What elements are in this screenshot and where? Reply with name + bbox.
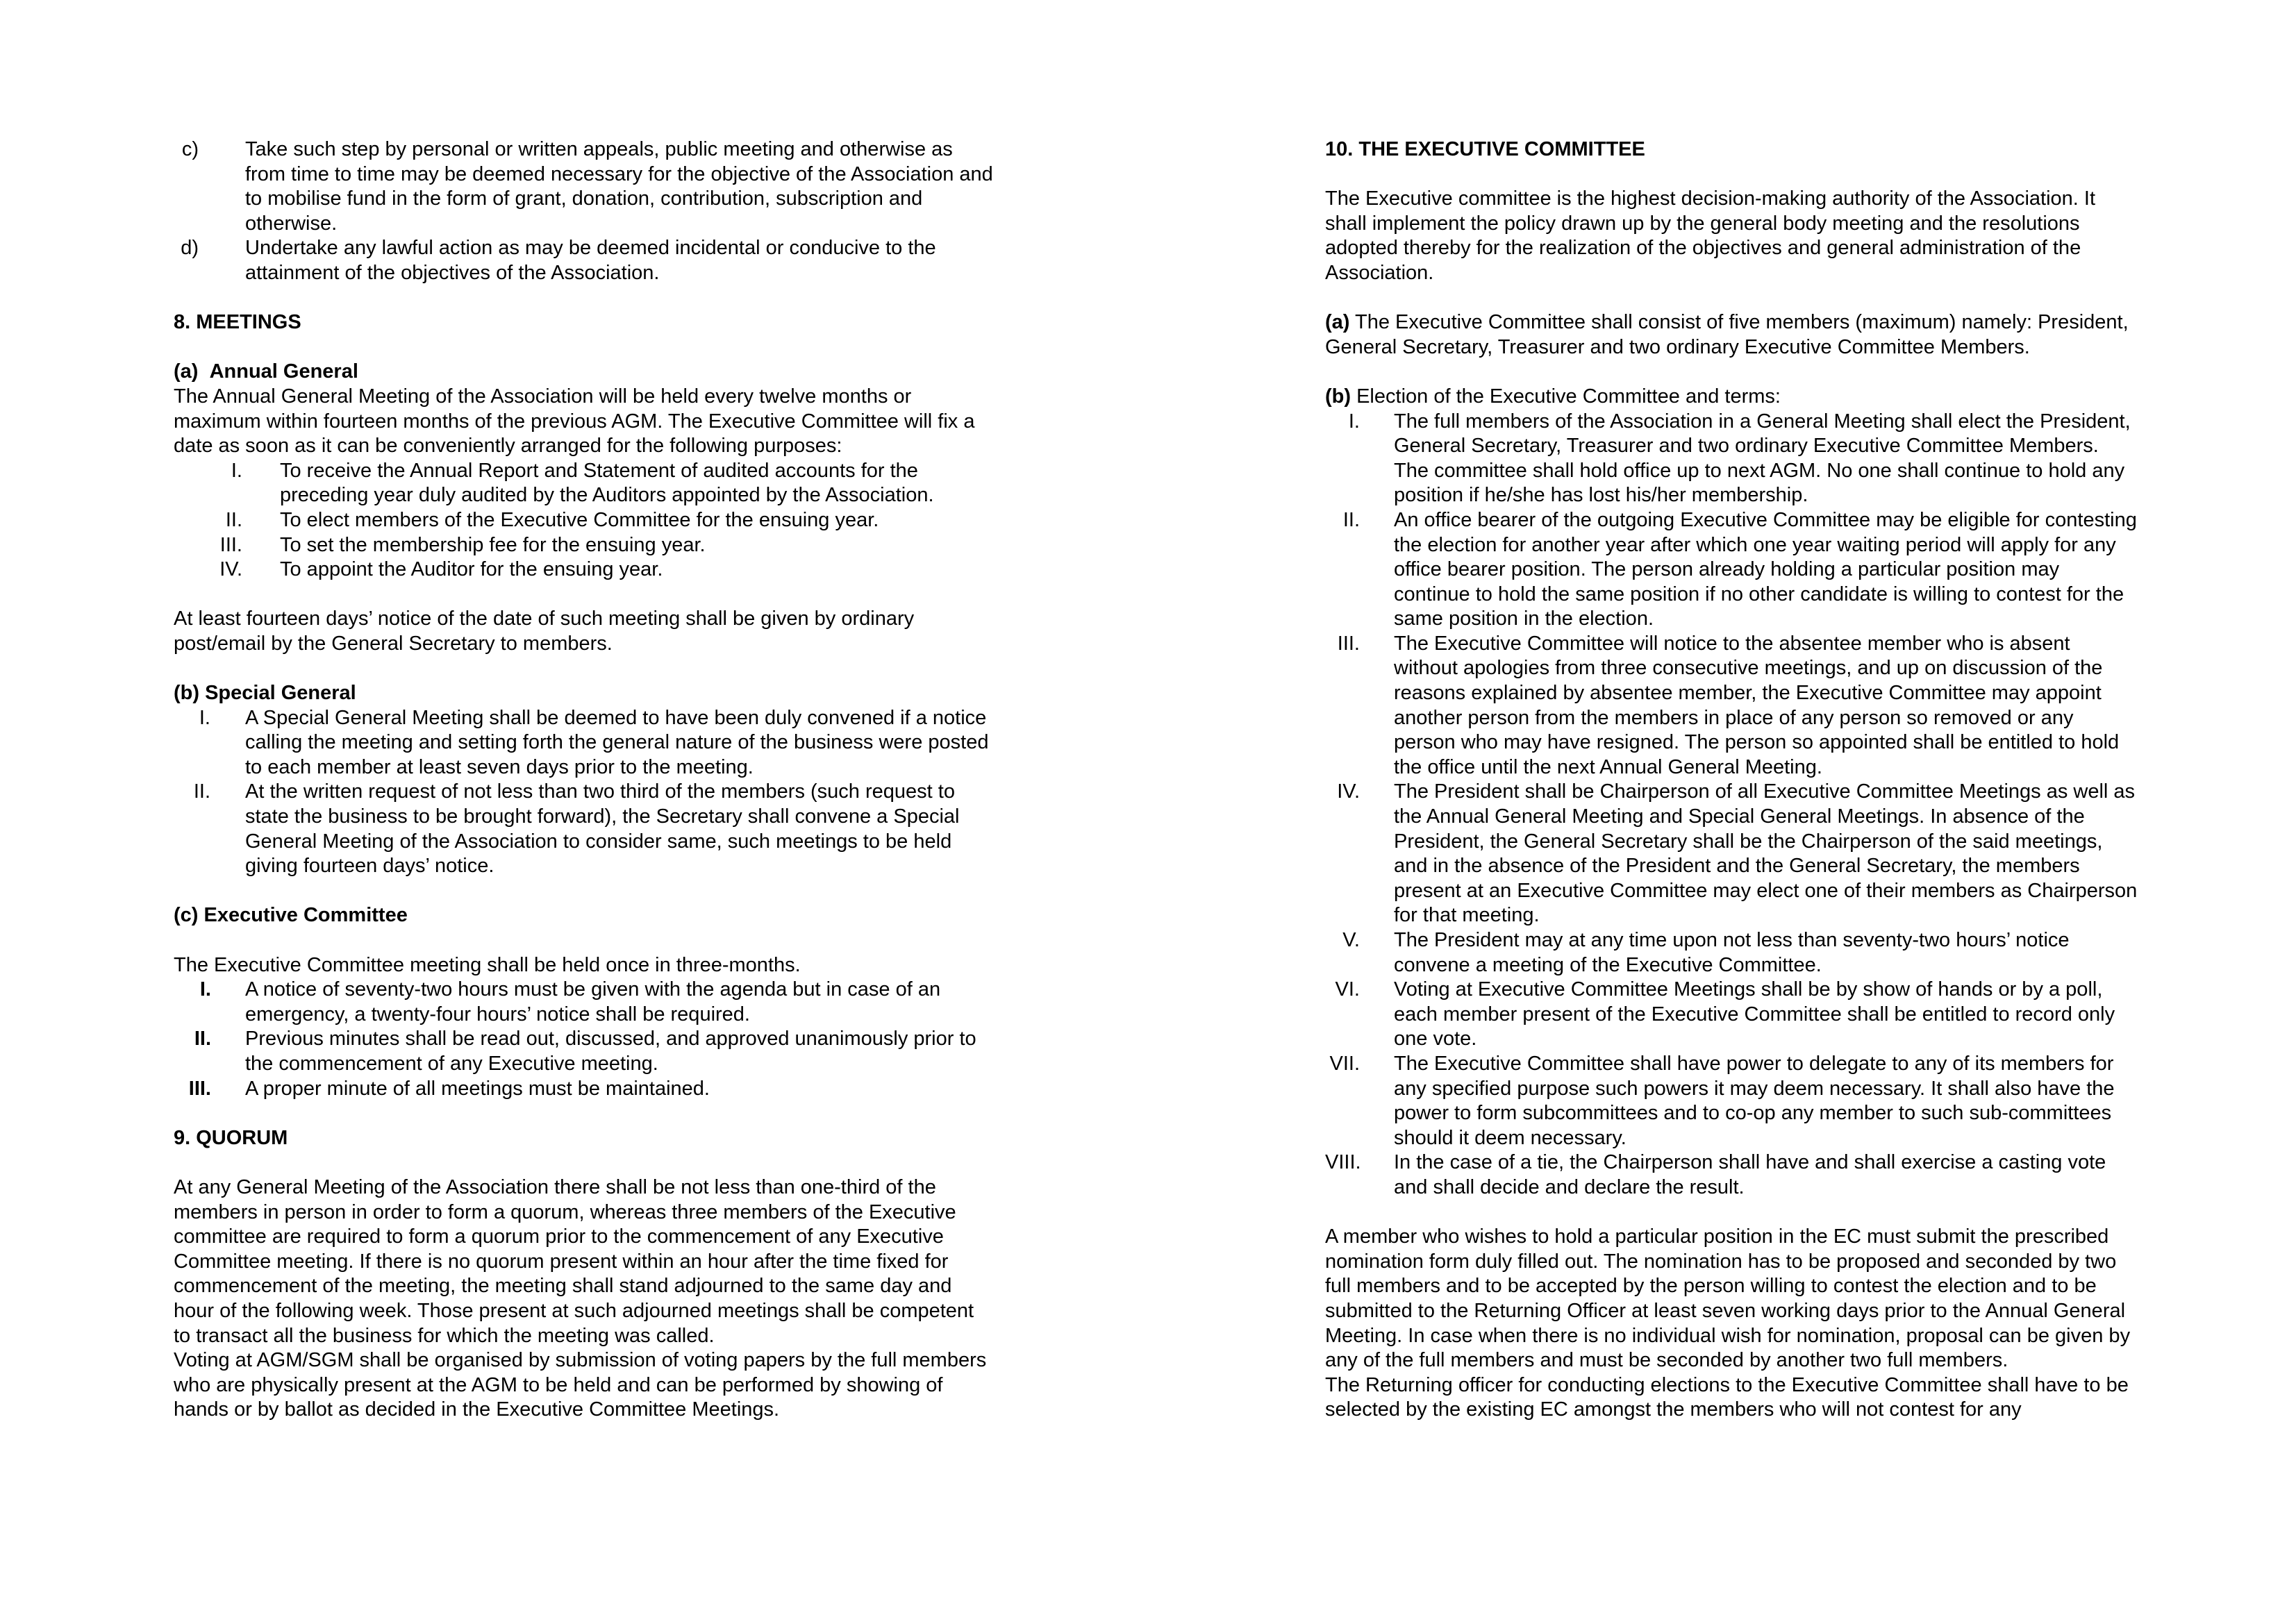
list-marker: II. (1342, 508, 1360, 531)
list-marker: I. (199, 978, 211, 1001)
list-item-text: A Special General Meeting shall be deemed to have been duly convened if a notice calling the meeting and setting forth the general nature of the business were posted to each member at least seven days prior to the meeting. (245, 706, 989, 778)
list-item-text: A proper minute of all meetings must be maintained. (245, 1077, 710, 1100)
list-marker: III. (219, 533, 242, 556)
executive-committee-section-heading: 10. THE EXECUTIVE COMMITTEE (1325, 138, 1645, 160)
executive-committee-intro: The Executive Committee meeting shall be held once in three-months. (174, 953, 801, 976)
composition-label: (a) (1325, 311, 1350, 334)
list-item-text: In the case of a tie, the Chairperson shall have and shall exercise a casting vote and shall decide and declare the result. (1394, 1151, 2106, 1198)
list-marker: IV. (219, 558, 242, 581)
list-marker: VIII. (1325, 1151, 1361, 1174)
special-general-heading: (b) Special General (174, 682, 356, 705)
returning-officer-paragraph: The Returning officer for conducting elections to the Executive Committee shall have to be selected by the existing EC amongst the members who will not contest for any (1325, 1373, 2129, 1421)
list-item-text: Previous minutes shall be read out, discussed, and approved unanimously prior to the commencement of any Executive meeting. (245, 1028, 976, 1075)
nomination-paragraph: A member who wishes to hold a particular position in the EC must submit the prescribed nomination form duly filled out. The nomination has to be proposed and seconded by two full members and to be accepted by the person willing to contest the election and to be submitted to the Returning Officer at least seven working days prior to the Annual General Meeting. In case when there is no individual wish for nomination, proposal can be given by any of the full members and must be seconded by another two full members. (1325, 1225, 2131, 1372)
meetings-heading: 8. MEETINGS (174, 311, 301, 334)
list-item (1325, 410, 2138, 508)
list-item (174, 1077, 993, 1102)
election-terms-list (1325, 410, 2138, 1200)
list-item-text: The full members of the Association in a General Meeting shall elect the President, General Secretary, Treasurer and two ordinary Executive Committee Members. The committee shall hold office up to next AGM. No one shall continue to hold any position if he/she has lost his/her membership. (1394, 410, 2131, 507)
list-marker: II. (225, 508, 242, 531)
list-item (174, 1027, 993, 1076)
executive-committee-heading: (c) Executive Committee (174, 904, 408, 927)
quorum-heading: 9. QUORUM (174, 1126, 288, 1149)
list-item (1325, 508, 2138, 632)
list-marker: I. (199, 706, 210, 729)
list-item (1325, 978, 2138, 1052)
left-column (174, 137, 993, 1423)
list-marker: c) (181, 138, 199, 160)
annual-label: (a) (174, 360, 199, 383)
list-item-text: To receive the Annual Report and Statement of audited accounts for the preceding year duly audited by the Auditors appointed by the Association. (280, 459, 934, 507)
list-item-text: To appoint the Auditor for the ensuing year. (280, 558, 663, 581)
list-item (1325, 1052, 2138, 1150)
list-item (174, 236, 993, 285)
list-item-text: The Executive Committee shall have power to delegate to any of its members for any specified purpose such powers it may deem necessary. It shall also have the power to form subcommittees and to co-op any member to such sub-committees should it deem necessary. (1394, 1052, 2115, 1149)
executive-committee-intro-paragraph: The Executive committee is the highest decision-making authority of the Association. It shall implement the policy drawn up by the general body meeting and the resolutions adopted thereby for the realization of the objectives and general administration of the Association. (1325, 187, 2095, 284)
list-item (174, 459, 993, 508)
list-item (174, 558, 993, 583)
list-marker: II. (193, 780, 210, 803)
annual-general-heading (174, 360, 993, 385)
list-marker: III. (188, 1077, 211, 1100)
list-marker: d) (181, 237, 199, 260)
list-marker: III. (1337, 632, 1360, 655)
voting-paragraph: Voting at AGM/SGM shall be organised by submission of voting papers by the full members who are physically present at the AGM to be held and can be performed by showing of hands or by ballot as decided in the Executive Committee Meetings. (174, 1349, 987, 1421)
list-item (174, 508, 993, 533)
list-item-text: To elect members of the Executive Committee for the ensuing year. (280, 508, 879, 531)
list-item (174, 780, 993, 878)
list-item-text: Voting at Executive Committee Meetings shall be by show of hands or by a poll, each member present of the Executive Committee shall be entitled to record only one vote. (1394, 978, 2115, 1050)
list-item (174, 533, 993, 558)
list-item-text: At the written request of not less than two third of the members (such request to state the business to be brought forward), the Secretary shall convene a Special General Meeting of the Association to consider same, such meetings to be held giving fourteen days’ notice. (245, 780, 960, 878)
list-item (1325, 1150, 2138, 1200)
list-item (1325, 928, 2138, 978)
list-marker: VI. (1335, 978, 1360, 1001)
list-marker: V. (1342, 929, 1360, 951)
quorum-paragraph: At any General Meeting of the Association there shall be not less than one-third of the members in person in order to form a quorum, whereas three members of the Executive committee are required to form a quorum prior to the commencement of any Executive Committee meeting. If there is no quorum present within an hour after the time fixed for commencement of the meeting, the meeting shall stand adjourned to the same day and hour of the following week. Those present at such adjourned meetings shall be competent to transact all the business for which the meeting was called. (174, 1175, 974, 1347)
list-marker: VII. (1329, 1052, 1360, 1075)
list-item-text: Take such step by personal or written appeals, public meeting and otherwise as from time to time may be deemed necessary for the objective of the Association and to mobilise fund in the form of grant, donation, contribution, subscription and otherwise. (245, 138, 993, 235)
annual-title: Annual General (209, 360, 358, 383)
list-item (1325, 632, 2138, 780)
list-item-text: An office bearer of the outgoing Executive Committee may be eligible for contesting the election for another year after which one year waiting period will apply for any office bearer position. The person already holding a particular position may continue to hold the same position if no other candidate is willing to contest for the same position in the election. (1394, 508, 2137, 630)
list-item (174, 137, 993, 236)
list-marker: I. (1348, 410, 1360, 433)
special-general-list (174, 706, 993, 879)
list-item-text: The President may at any time upon not less than seventy-two hours’ notice convene a meeting of the Executive Committee. (1394, 929, 2070, 976)
list-item-text: The President shall be Chairperson of all Executive Committee Meetings as well as the Annual General Meeting and Special General Meetings. In absence of the President, the General Secretary shall be the Chairperson of the said meetings, and in the absence of the President and the General Secretary, the members present at an Executive Committee may elect one of their members as Chairperson for that meeting. (1394, 780, 2138, 927)
executive-meeting-list (174, 978, 993, 1101)
list-item-text: Undertake any lawful action as may be deemed incidental or conducive to the attainment of the objectives of the Association. (245, 237, 936, 284)
objects-list-continued (174, 137, 993, 286)
annual-general-intro: The Annual General Meeting of the Association will be held every twelve months or maximum within fourteen months of the previous AGM. The Executive Committee will fix a date as soon as it can be conveniently arranged for the following purposes: (174, 385, 975, 458)
list-item (174, 706, 993, 780)
election-text: Election of the Executive Committee and terms: (1356, 385, 1781, 408)
composition-paragraph (1325, 310, 2138, 360)
list-item-text: To set the membership fee for the ensuing year. (280, 533, 706, 556)
notice-paragraph: At least fourteen days’ notice of the date of such meeting shall be given by ordinary post/email by the General Secretary to members. (174, 608, 915, 655)
right-column (1325, 137, 2138, 1423)
annual-purposes-list (174, 459, 993, 583)
election-heading (1325, 385, 2138, 410)
list-item (174, 978, 993, 1027)
list-item-text: The Executive Committee will notice to the absentee member who is absent without apologies from three consecutive meetings, and up on discussion of the reasons explained by absentee member, the Executive Committee may appoint another person from the members in place of any person so removed or any person who may have resigned. The person so appointed shall be entitled to hold the office until the next Annual General Meeting. (1394, 632, 2120, 778)
election-label: (b) (1325, 385, 1351, 408)
list-item (1325, 780, 2138, 928)
list-marker: IV. (1337, 780, 1360, 803)
list-marker: II. (194, 1028, 211, 1050)
list-marker: I. (231, 459, 242, 482)
composition-text: The Executive Committee shall consist of five members (maximum) namely: President, General Secretary, Treasurer and two ordinary Executive Committee Members. (1325, 311, 2129, 358)
list-item-text: A notice of seventy-two hours must be given with the agenda but in case of an emergency, a twenty-four hours’ notice shall be required. (245, 978, 941, 1026)
